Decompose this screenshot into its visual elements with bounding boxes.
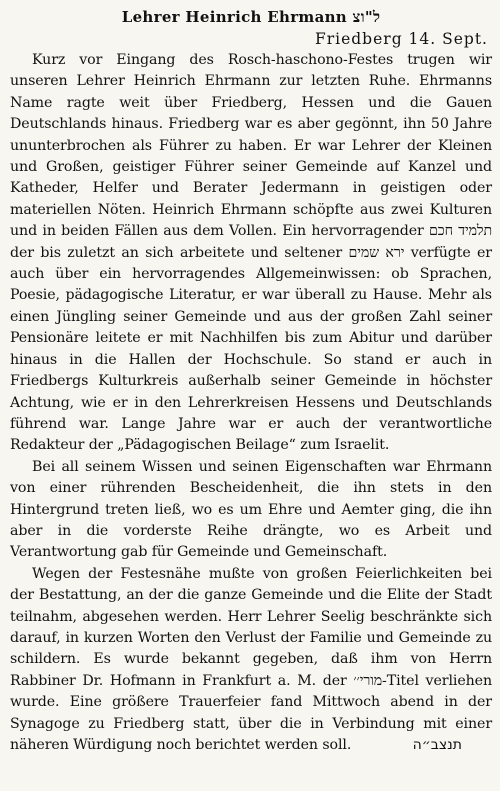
paragraph-3: Wegen der Festesnähe mußte von großen Feierlichkeiten bei der Bestattung, an der die ganze Gemeinde und die Elite der Stadt teilnahm, abgesehen werden. Herr Lehrer Seelig beschränkte sich darauf, in kurzen Worten den Verlust der Familie und Gemeinde zu schildern. Es wurde bekannt gegeben, daß ihm von Herrn Rabbiner Dr. Hofmann in Frankfurt a. M. der מורי׳׳-Titel verliehen wurde. Eine größere Trauerfeier fand Mittwoch abend in der Synagoge zu Friedberg statt, über die in Verbindung mit einer näheren Würdigung noch berichtet werden soll. (10, 565, 492, 753)
dateline: Friedberg 14. Sept. (314, 30, 488, 48)
article-body (10, 50, 492, 756)
memorial-abbreviation: תנצב״ה (412, 737, 462, 754)
article-title: Lehrer Heinrich Ehrmann ל"וצ (121, 8, 381, 26)
paragraph-1: Kurz vor Eingang des Rosch-haschono-Festes trugen wir unseren Lehrer Heinrich Ehrmann zur letzten Ruhe. Ehrmanns Name ragte weit über Friedberg, Hessen und die Gauen Deutschlands hinaus. Friedberg war es aber gegönnt, ihn 50 Jahre ununterbrochen als Führer zu haben. Er war Lehrer der Kleinen und Großen, geistiger Führer seiner Gemeinde auf Kanzel und Katheder, Helfer und Berater Jedermann in geistigen oder materiellen Nöten. Heinrich Ehrmann schöpfte aus zwei Kulturen und in beiden Fällen aus dem Vollen. Ein hervorragender תלמיד חכם der bis zuletzt an sich arbeitete und seltener ירא שמים verfügte er auch über ein hervorragendes Allgemeinwissen: ob Sprachen, Poesie, pädagogische Literatur, er war überall zu Hause. Mehr als einen Jüngling seiner Gemeinde und aus der großen Zahl seiner Pensionäre leitete er mit Nachhilfen bis zum Abitur und darüber hinaus in die Hallen der Hochschule. So stand er auch in Friedbergs Kulturkreis außerhalb seiner Gemeinde in höchster Achtung, wie er in den Lehrerkreisen Hessens und Deutschlands führend war. Lange Jahre war er auch der verantwortliche Redakteur der „Pädagogischen Beilage“ zum Israelit. (10, 52, 492, 454)
paragraph-2: Bei all seinem Wissen und seinen Eigenschaften war Ehrmann von einer rührenden Bescheidenheit, die ihn stets in den Hintergrund treten ließ, wo es um Ehre und Aemter ging, die ihn aber in die vorderste Reihe drängte, wo es Arbeit und Verantwortung gab für Gemeinde und Gemeinschaft. (10, 458, 492, 561)
